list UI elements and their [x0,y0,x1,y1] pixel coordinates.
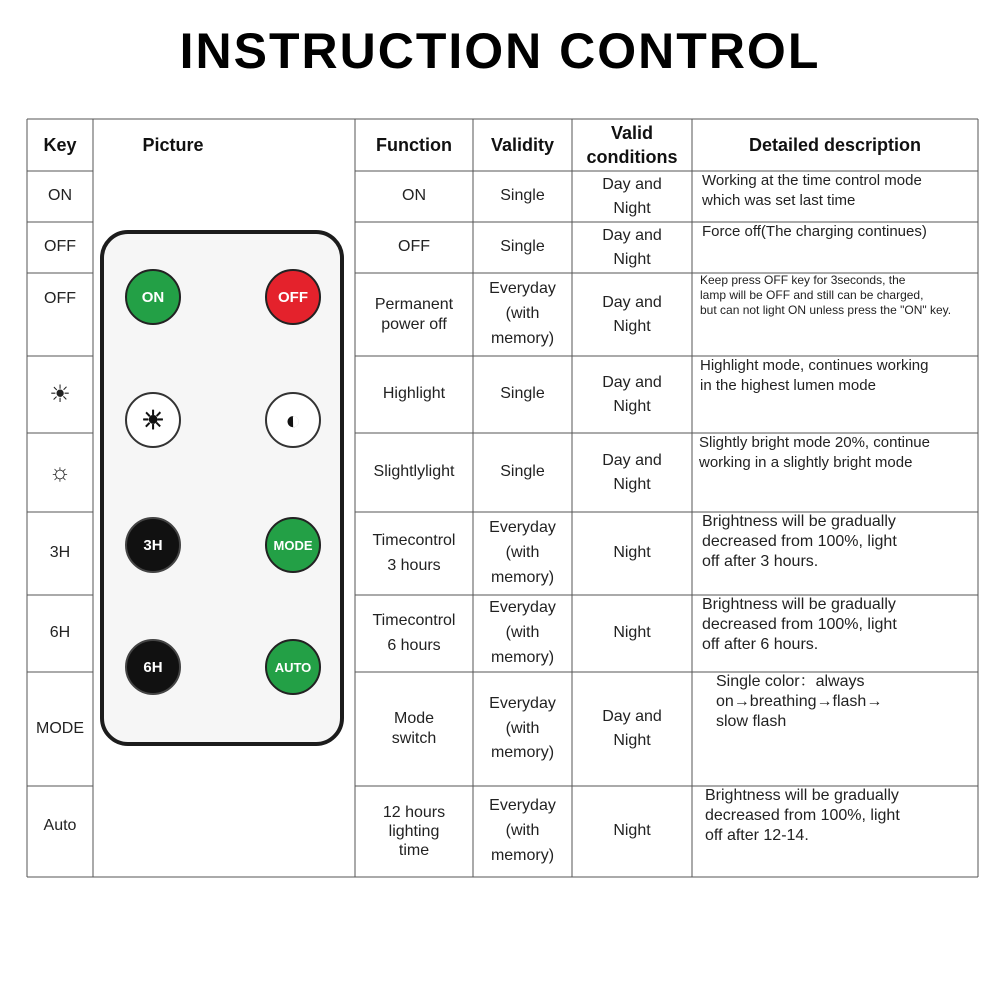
row-conditions [572,672,692,786]
row-function-line: 12 hours [382,803,446,821]
row-description-line: Brightness will be gradually [705,787,899,804]
row-validity-line: memory) [490,568,555,586]
remote-control [100,230,344,746]
row-description-line: working in a slightly bright mode [699,453,913,471]
header-validity: Validity [490,134,555,155]
row-conditions [572,356,692,433]
row-function-line: switch [391,730,437,747]
row-conditions [572,222,692,273]
row-function-line: Mode [393,710,435,727]
row-validity: Single [500,187,545,205]
row-conditions: Night [613,822,651,840]
row-function-line: power off [381,315,447,333]
row-validity [473,672,572,786]
row-validity-line: Everyday [489,599,556,617]
remote-off-button: OFF [265,269,321,325]
row-conditions-line: Night [613,397,651,415]
row-function-line: 3 hours [387,556,441,574]
header-key: Key [43,134,77,155]
row-conditions-line: Night [613,250,651,268]
row-validity-line: memory) [490,329,555,347]
row-validity: Single [500,385,545,403]
row-validity [473,512,572,595]
row-validity-line: memory) [490,648,555,666]
row-description-line: Slightly bright mode 20%, continue [699,434,930,451]
row-function [355,672,473,786]
row-function-line: Permanent [374,295,454,313]
row-function-line: Timecontrol [372,531,456,549]
row-description [692,433,978,512]
row-description-line: which was set last time [702,191,856,209]
row-conditions-line: Night [613,732,651,749]
remote-6h-button: 6H [125,639,181,695]
row-conditions [572,171,692,222]
row-function: Highlight [382,385,446,403]
row-validity-line: (with [505,544,540,562]
row-key: Auto [43,816,77,834]
row-validity-line: Everyday [489,519,556,537]
row-key: MODE [36,719,84,737]
row-key: OFF [44,289,76,307]
row-description-line: in the highest lumen mode [700,376,876,394]
row-function-line: time [398,842,430,860]
header-valid-conditions-line2: conditions [586,147,678,167]
row-conditions-line: Day and [602,226,662,244]
row-description-line: Brightness will be gradually [702,513,896,530]
header-valid-conditions-line1: Valid [610,122,654,143]
row-description [692,273,978,356]
row-validity-line: memory) [490,744,555,762]
remote-slightlight-button: ◐ [265,392,321,448]
row-function: ON [402,187,426,205]
row-description-line: decreased from 100%, light [702,533,897,550]
row-validity-line: (with [505,822,540,840]
row-conditions-line: Day and [602,451,662,469]
row-conditions-line: Day and [602,373,662,391]
row-description-line: lamp will be OFF and still can be charged, [700,288,924,302]
row-validity [473,786,572,877]
row-validity [473,273,572,356]
row-description [692,786,978,877]
row-conditions-line: Night [613,475,651,493]
remote-mode-button: MODE [265,517,321,573]
row-key: 6H [49,624,71,642]
row-description-line: off after 12-14. [705,827,809,844]
row-description-line: decreased from 100%, light [702,616,897,633]
row-description [692,512,978,595]
row-validity-line: memory) [490,846,555,864]
row-description-line: Single color：always [716,673,865,690]
row-validity-line: Everyday [489,694,556,712]
row-function-line: lighting [388,822,440,840]
row-validity-line: Everyday [489,797,556,815]
row-conditions-line: Day and [602,175,662,193]
row-conditions: Night [613,624,651,642]
row-key: 3H [49,544,71,562]
row-validity [473,595,572,672]
row-description [692,672,978,786]
row-description-line: Highlight mode, continues working [700,357,929,374]
row-function-line: Timecontrol [372,611,456,629]
row-description-line: decreased from 100%, light [705,807,900,824]
row-validity: Single [500,238,545,256]
header-valid-conditions [572,119,692,171]
remote-3h-button: 3H [125,517,181,573]
row-key: OFF [44,238,76,256]
slight-sun-icon: ☼ [49,458,71,486]
row-conditions-line: Night [613,317,651,335]
row-description [692,222,978,273]
row-conditions [572,273,692,356]
row-conditions [572,433,692,512]
row-function [355,273,473,356]
row-description-line: Brightness will be gradually [702,596,896,613]
row-description-line: slow flash [716,713,787,730]
row-validity-line: (with [505,719,540,737]
remote-auto-button: AUTO [265,639,321,695]
row-conditions: Night [613,544,651,562]
row-validity-line: Everyday [489,280,556,298]
page-title: INSTRUCTION CONTROL [179,23,821,79]
row-description-line: Force off(The charging continues) [702,223,927,240]
row-description-line: but can not light ON unless press the "ON" key. [700,303,952,317]
row-function [355,512,473,595]
remote-highlight-button: ☀ [125,392,181,448]
header-picture: Picture [142,134,204,155]
row-validity: Single [500,463,545,481]
row-key: ON [48,187,72,205]
row-conditions-line: Day and [602,708,662,725]
row-description [692,595,978,672]
row-validity-line: (with [505,305,540,323]
row-description-line: off after 6 hours. [702,636,819,653]
row-description [692,171,978,222]
row-function-line: 6 hours [387,636,441,654]
row-description-line: Keep press OFF key for 3seconds, the [700,273,906,287]
row-conditions-line: Night [613,199,651,217]
row-function: OFF [398,238,430,256]
remote-on-button: ON [125,269,181,325]
row-description-line: on→breathing→flash→ [716,693,883,710]
row-conditions-line: Day and [602,293,662,311]
row-validity-line: (with [505,624,540,642]
row-description-line: Working at the time control mode [702,172,922,189]
row-description [692,356,978,433]
highlight-sun-icon: ☀ [49,380,71,408]
row-function: Slightlylight [373,463,455,481]
row-description-line: off after 3 hours. [702,553,819,570]
header-function: Function [376,134,452,155]
row-function [355,595,473,672]
header-description: Detailed description [748,134,922,155]
row-function [355,786,473,877]
